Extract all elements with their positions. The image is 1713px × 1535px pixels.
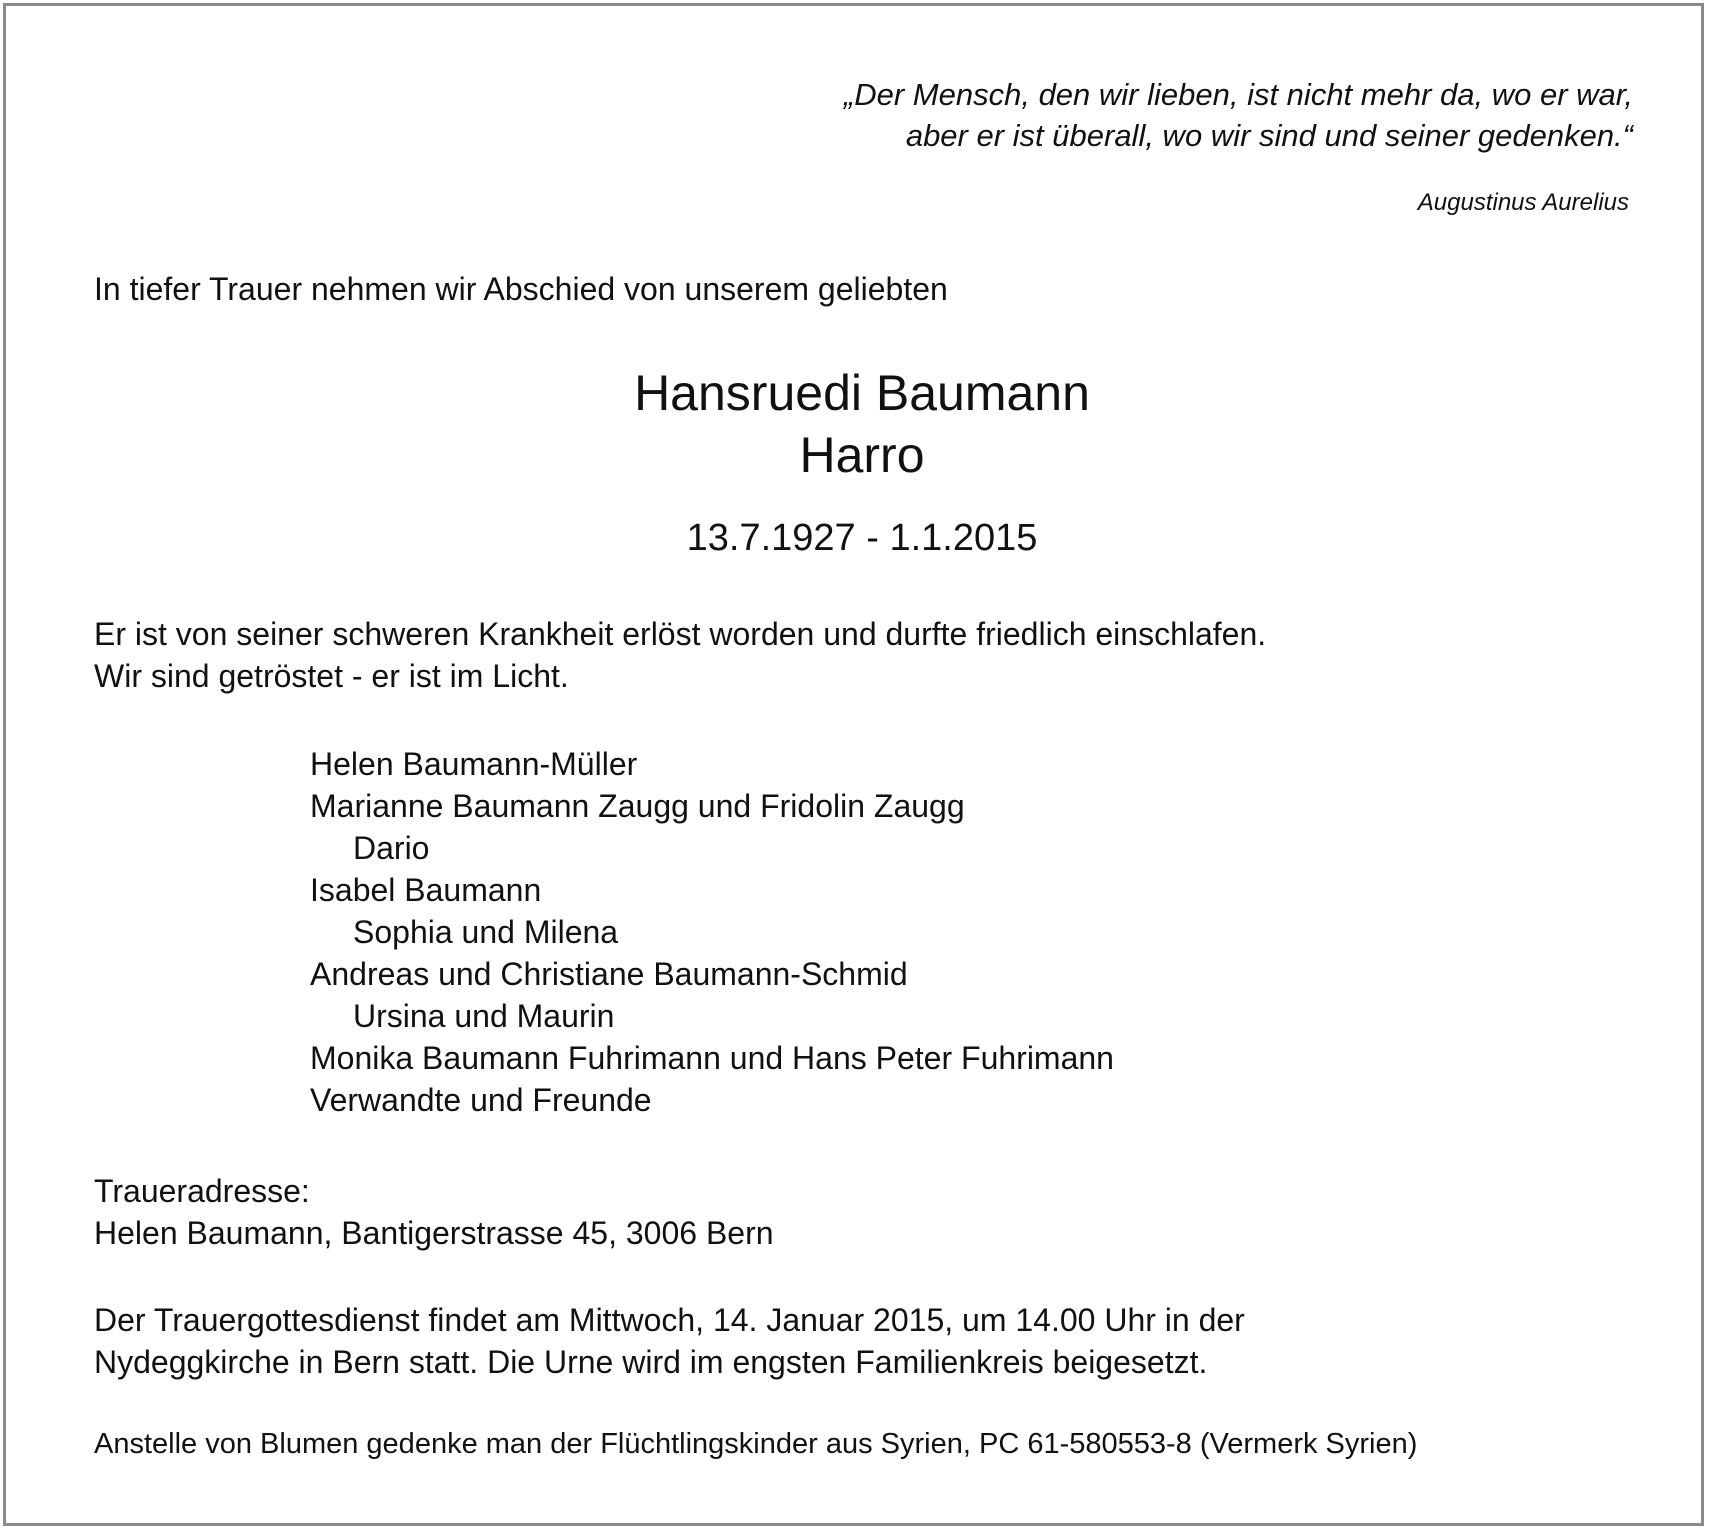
service-line: Nydeggkirche in Bern statt. Die Urne wird im engsten Familienkreis beigesetzt. [94,1344,1208,1380]
deceased-name: Hansruedi Baumann [634,365,1090,421]
condolence-message [94,613,1266,697]
donation-note: Anstelle von Blumen gedenke man der Flüchtlingskinder aus Syrien, PC 61-580553-8 (Vermerk Syrien) [94,1428,1418,1460]
quote-line: aber er ist überall, wo wir sind und seiner gedenken.“ [905,118,1633,153]
mourner-entry: Marianne Baumann Zaugg und Fridolin Zaugg [310,788,965,824]
mourner-entry: Verwandte und Freunde [310,1082,652,1118]
quote-line: „Der Mensch, den wir lieben, ist nicht mehr da, wo er war, [843,77,1633,112]
quote-author: Augustinus Aurelius [1417,189,1629,216]
message-line: Wir sind getröstet - er ist im Licht. [94,658,569,694]
epigraph-quote [844,74,1633,156]
deceased-name-block [0,362,1713,486]
address-value: Helen Baumann, Bantigerstrasse 45, 3006 Bern [94,1215,774,1251]
mourner-entry: Isabel Baumann [310,872,542,908]
mourner-entry: Helen Baumann-Müller [310,746,638,782]
funeral-service-info [94,1299,1245,1383]
service-line: Der Trauergottesdienst findet am Mittwoch, 14. Januar 2015, um 14.00 Uhr in der [94,1302,1245,1338]
intro-line: In tiefer Trauer nehmen wir Abschied von unserem geliebten [94,271,948,307]
mourners-list [310,743,1114,1121]
mourner-subentry: Sophia und Milena [353,914,619,950]
life-dates: 13.7.1927 - 1.1.2015 [686,517,1038,559]
mourner-entry: Andreas und Christiane Baumann-Schmid [310,956,908,992]
deceased-nickname: Harro [799,427,925,483]
address-label: Traueradresse: [94,1173,310,1209]
mourner-entry: Monika Baumann Fuhrimann und Hans Peter Fuhrimann [310,1040,1114,1076]
mourner-subentry: Dario [353,830,430,866]
mourner-subentry: Ursina und Maurin [353,998,615,1034]
mourning-address [94,1170,774,1254]
message-line: Er ist von seiner schweren Krankheit erlöst worden und durfte friedlich einschlafen. [94,616,1267,652]
